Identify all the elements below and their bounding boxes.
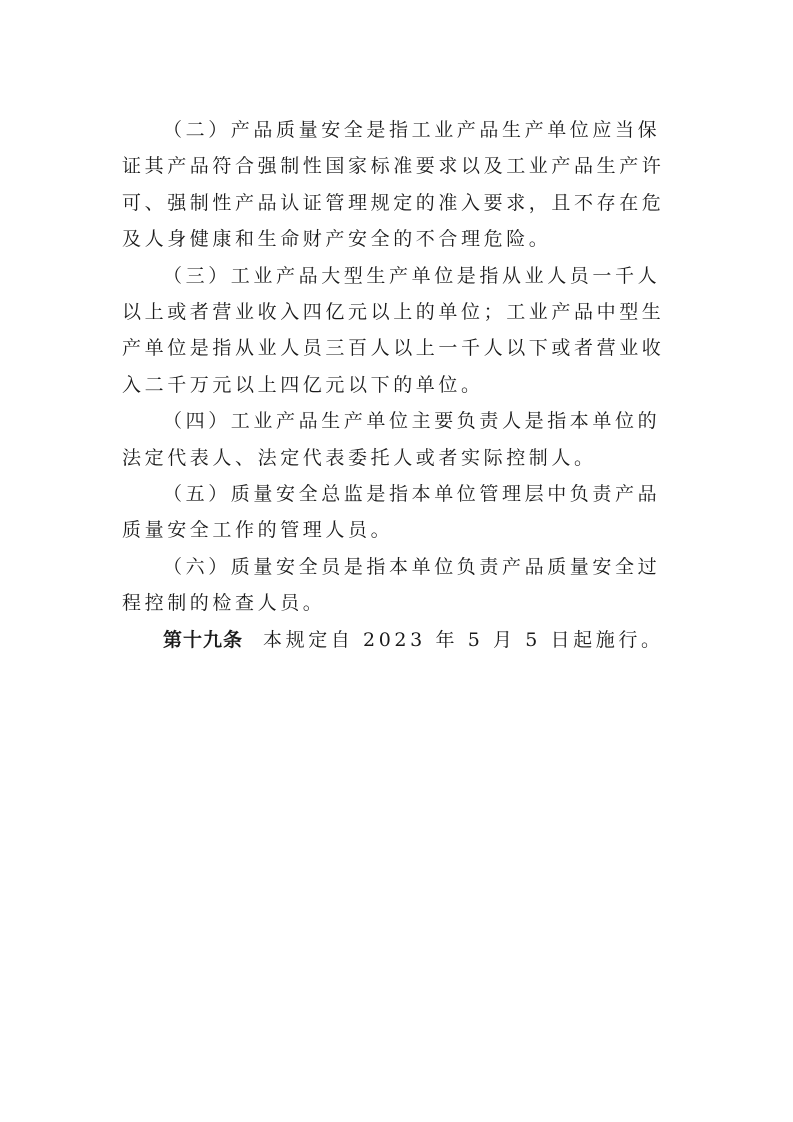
definition-paragraph-4: （四）工业产品生产单位主要负责人是指本单位的法定代表人、法定代表委托人或者实际控制人。 [122, 410, 661, 469]
definition-paragraph-6: （六）质量安全员是指本单位负责产品质量安全过程控制的检查人员。 [122, 555, 661, 615]
definition-paragraph-3: （三）工业产品大型生产单位是指从业人员一千人以上或者营业收入四亿元以上的单位；工业产品中型生产单位是指从业人员三百人以上一千人以下或者营业收入二千万元以上四亿元以下的单位。 [122, 264, 665, 396]
article-text: 本规定自 2023 年 5 月 5 日起施行。 [263, 628, 664, 651]
document-body [122, 112, 682, 658]
article-heading: 第十九条 [163, 628, 244, 651]
article-19-paragraph [122, 622, 682, 658]
definition-paragraph-2: （二）产品质量安全是指工业产品生产单位应当保证其产品符合强制性国家标准要求以及工业产品生产许可、强制性产品认证管理规定的准入要求，且不存在危及人身健康和生命财产安全的不合理危险。 [122, 119, 665, 251]
definition-paragraph-5: （五）质量安全总监是指本单位管理层中负责产品质量安全工作的管理人员。 [122, 483, 661, 542]
